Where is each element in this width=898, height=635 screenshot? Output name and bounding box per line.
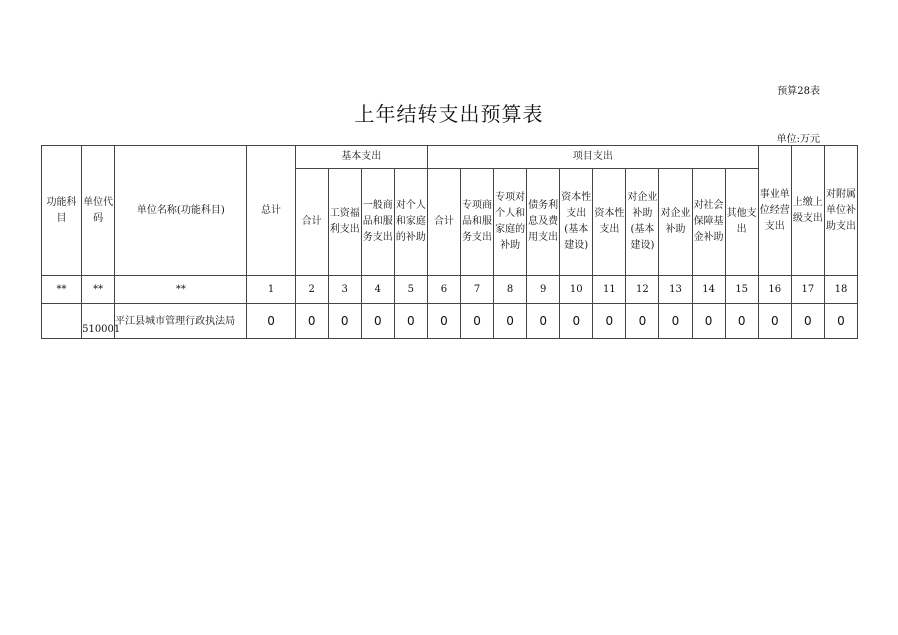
header-project-col: 债务利息及费用支出 (527, 169, 560, 276)
column-number-row (42, 276, 858, 304)
row-value: 0 (758, 304, 791, 339)
column-number: ** (82, 276, 115, 304)
column-number: 2 (295, 276, 328, 304)
header-project-col: 资本性支出(基本建设) (560, 169, 593, 276)
header-project-col: 专项商品和服务支出 (460, 169, 493, 276)
row-value: 0 (692, 304, 725, 339)
header-project-col: 资本性支出 (593, 169, 626, 276)
column-number: 14 (692, 276, 725, 304)
header-unit-name: 单位名称(功能科目) (115, 146, 247, 276)
column-number: 11 (593, 276, 626, 304)
row-value: 0 (560, 304, 593, 339)
header-total: 总计 (247, 146, 295, 276)
row-value: 0 (494, 304, 527, 339)
column-number: 8 (494, 276, 527, 304)
row-value: 0 (626, 304, 659, 339)
row-value: 0 (824, 304, 857, 339)
column-number: 6 (427, 276, 460, 304)
row-value: 0 (427, 304, 460, 339)
column-number: 1 (247, 276, 295, 304)
row-value: 0 (328, 304, 361, 339)
header-func-subject: 功能科目 (42, 146, 82, 276)
header-project-col: 对社会保障基金补助 (692, 169, 725, 276)
unit-label: 单位:万元 (776, 134, 820, 145)
row-value: 0 (659, 304, 692, 339)
form-number: 预算28表 (777, 86, 820, 97)
column-number: 16 (758, 276, 791, 304)
column-number: ** (42, 276, 82, 304)
header-project-expenditure: 项目支出 (427, 146, 758, 169)
header-subsidiary-subsidy: 对附属单位补助支出 (824, 146, 857, 276)
column-number: 12 (626, 276, 659, 304)
column-number: 7 (460, 276, 493, 304)
header-project-col: 专项对个人和家庭的补助 (494, 169, 527, 276)
row-value: 0 (460, 304, 493, 339)
row-value: 0 (361, 304, 394, 339)
row-value: 0 (295, 304, 328, 339)
column-number: 4 (361, 276, 394, 304)
row-value: 0 (725, 304, 758, 339)
column-number: 5 (394, 276, 427, 304)
row-value: 0 (394, 304, 427, 339)
column-number: 13 (659, 276, 692, 304)
header-project-col: 其他支出 (725, 169, 758, 276)
header-project-col: 对企业补助 (659, 169, 692, 276)
row-unit-name: 平江县城市管理行政执法局 (115, 304, 247, 339)
table-row (42, 304, 858, 339)
column-number: 15 (725, 276, 758, 304)
header-upper-level: 上缴上级支出 (791, 146, 824, 276)
row-func-subject (42, 304, 82, 339)
row-value: 0 (791, 304, 824, 339)
column-number: 17 (791, 276, 824, 304)
header-project-col: 对企业补助(基本建设) (626, 169, 659, 276)
header-basic-col: 合计 (295, 169, 328, 276)
header-project-col: 合计 (427, 169, 460, 276)
header-basic-col: 对个人和家庭的补助 (394, 169, 427, 276)
row-unit-code: 510001 (82, 304, 115, 339)
budget-table (41, 145, 858, 339)
row-value: 0 (527, 304, 560, 339)
page-title: 上年结转支出预算表 (354, 102, 544, 126)
header-basic-expenditure: 基本支出 (295, 146, 427, 169)
row-value: 0 (593, 304, 626, 339)
header-unit-code: 单位代码 (82, 146, 115, 276)
column-number: ** (115, 276, 247, 304)
column-number: 18 (824, 276, 857, 304)
header-basic-col: 一般商品和服务支出 (361, 169, 394, 276)
column-number: 3 (328, 276, 361, 304)
header-basic-col: 工资福利支出 (328, 169, 361, 276)
header-enterprise-operating: 事业单位经营支出 (758, 146, 791, 276)
column-number: 9 (527, 276, 560, 304)
column-number: 10 (560, 276, 593, 304)
row-value: 0 (247, 304, 295, 339)
